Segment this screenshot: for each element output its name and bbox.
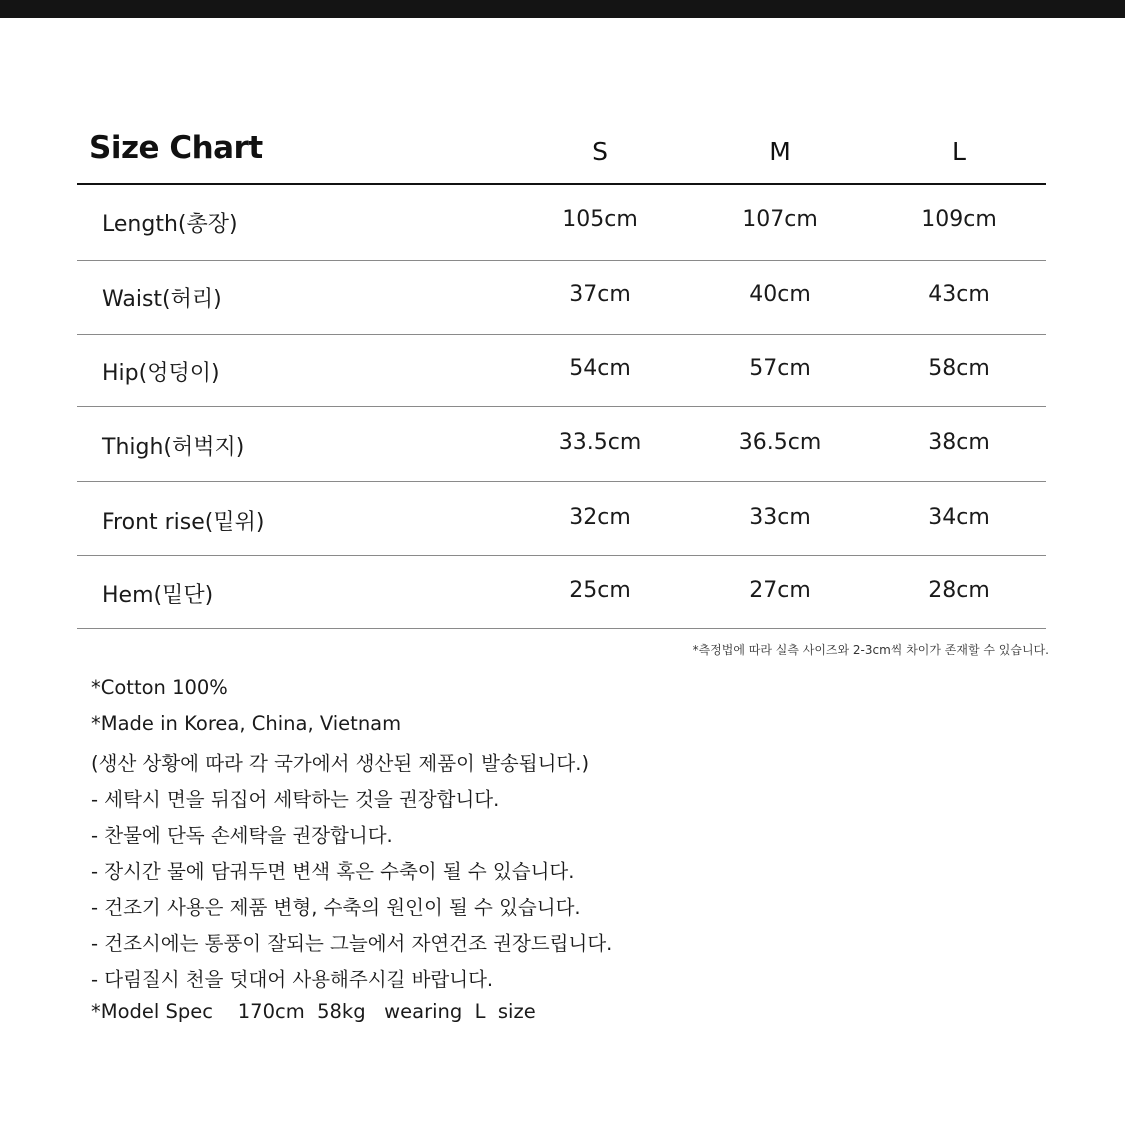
- cell-hip-m: 57cm: [749, 356, 811, 381]
- row-label-length: Length(총장): [102, 212, 238, 237]
- cell-waist-m: 40cm: [749, 282, 811, 307]
- cell-hem-m: 27cm: [749, 578, 811, 603]
- info-line-care: - 장시간 물에 담궈두면 변색 혹은 수축이 될 수 있습니다.: [91, 860, 575, 883]
- table-bottom-rule: [77, 628, 1046, 629]
- row-label-waist: Waist(허리): [102, 287, 222, 312]
- cell-hem-s: 25cm: [569, 578, 631, 603]
- info-line-shipping: (생산 상황에 따라 각 국가에서 생산된 제품이 발송됩니다.): [91, 752, 590, 775]
- cell-thigh-s: 33.5cm: [558, 430, 642, 455]
- info-line-care: - 찬물에 단독 손세탁을 권장합니다.: [91, 824, 393, 847]
- top-image-strip: [0, 0, 1125, 18]
- cell-front-rise-s: 32cm: [569, 505, 631, 530]
- table-top-rule: [77, 183, 1046, 185]
- size-chart-title: Size Chart: [89, 130, 263, 166]
- size-header-l: L: [952, 137, 966, 166]
- measurement-footnote: *측정법에 따라 실측 사이즈와 2-3cm씩 차이가 존재할 수 있습니다.: [692, 643, 1049, 657]
- row-divider: [77, 260, 1046, 261]
- info-line-care: - 다림질시 천을 덧대어 사용해주시길 바랍니다.: [91, 968, 494, 991]
- cell-hip-l: 58cm: [928, 356, 990, 381]
- row-divider: [77, 481, 1046, 482]
- cell-thigh-l: 38cm: [928, 430, 990, 455]
- cell-length-m: 107cm: [742, 207, 818, 232]
- cell-front-rise-m: 33cm: [749, 505, 811, 530]
- cell-length-l: 109cm: [921, 207, 997, 232]
- info-line-care: - 건조기 사용은 제품 변형, 수축의 원인이 될 수 있습니다.: [91, 896, 581, 919]
- cell-waist-s: 37cm: [569, 282, 631, 307]
- cell-hem-l: 28cm: [928, 578, 990, 603]
- info-line-care: - 세탁시 면을 뒤집어 세탁하는 것을 권장합니다.: [91, 788, 500, 811]
- cell-waist-l: 43cm: [928, 282, 990, 307]
- row-label-front-rise: Front rise(밑위): [102, 510, 265, 535]
- row-divider: [77, 334, 1046, 335]
- cell-thigh-m: 36.5cm: [738, 430, 822, 455]
- cell-length-s: 105cm: [562, 207, 638, 232]
- info-line-care: - 건조시에는 통풍이 잘되는 그늘에서 자연건조 권장드립니다.: [91, 932, 613, 955]
- row-label-thigh: Thigh(허벅지): [102, 435, 245, 460]
- cell-hip-s: 54cm: [569, 356, 631, 381]
- row-divider: [77, 406, 1046, 407]
- size-header-s: S: [592, 137, 608, 166]
- size-header-m: M: [769, 137, 791, 166]
- row-label-hip: Hip(엉덩이): [102, 361, 220, 386]
- row-divider: [77, 555, 1046, 556]
- info-line-model-spec: *Model Spec 170cm 58kg wearing L size: [91, 1000, 536, 1023]
- row-label-hem: Hem(밑단): [102, 583, 214, 608]
- info-line-material: *Cotton 100%: [91, 676, 228, 699]
- info-line-origin: *Made in Korea, China, Vietnam: [91, 712, 402, 735]
- cell-front-rise-l: 34cm: [928, 505, 990, 530]
